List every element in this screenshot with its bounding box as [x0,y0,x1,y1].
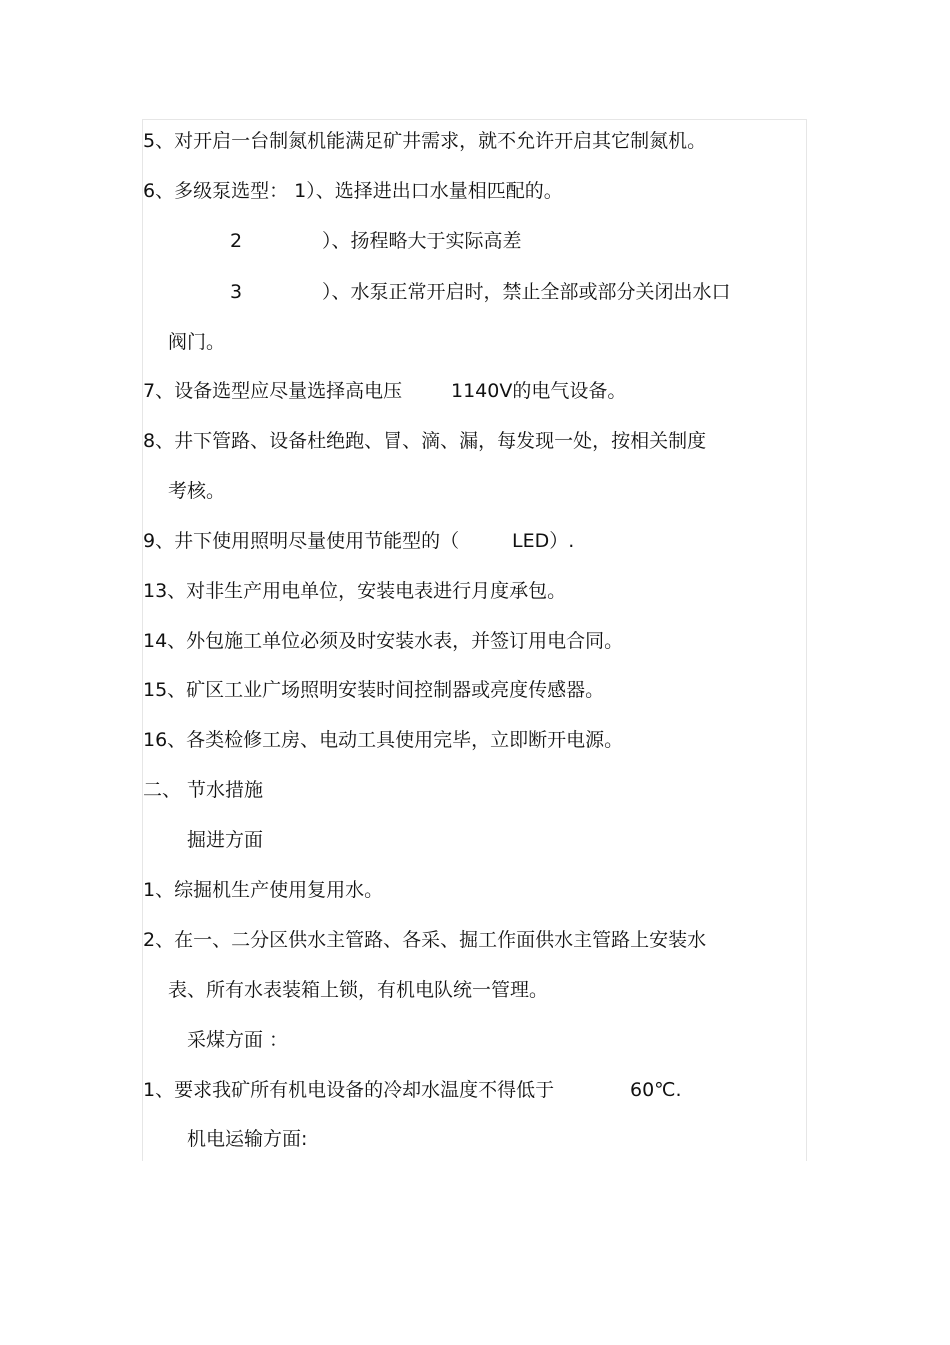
text-line: LED）. [512,530,575,552]
text-line: 2、在一、二分区供水主管路、各采、掘工作面供水主管路上安装水 [143,929,707,951]
text-line: 3 [230,281,243,303]
text-line: 9、井下使用照明尽量使用节能型的（ [143,530,460,552]
text-line: 考核。 [168,480,226,502]
text-line: 5、对开启一台制氮机能满足矿井需求，就不允许开启其它制氮机。 [143,130,707,152]
section-heading: 二、 节水措施 [143,779,264,801]
text-line: 13、对非生产用电单位，安装电表进行月度承包。 [143,580,567,602]
text-line: ）、扬程略大于实际高差 [322,230,522,252]
text-line: ）、水泵正常开启时，禁止全部或部分关闭出水口 [322,281,731,303]
text-line: 表、所有水表装箱上锁，有机电队统一管理。 [168,979,549,1001]
text-line: 2 [230,230,243,252]
subsection-heading: 掘进方面 [187,829,264,851]
text-line: 7、设备选型应尽量选择高电压 [143,380,403,402]
text-line: 14、外包施工单位必须及时安装水表，并签订用电合同。 [143,630,624,652]
text-line: 1、综掘机生产使用复用水。 [143,879,384,901]
text-line: 8、井下管路、设备杜绝跑、冒、滴、漏，每发现一处，按相关制度 [143,430,707,452]
subsection-heading: 机电运输方面: [187,1128,308,1150]
subsection-heading: 采煤方面 ： [187,1029,289,1051]
text-line: 阀门。 [168,331,226,353]
text-line: 1140V的电气设备。 [451,380,627,402]
text-line: 1、要求我矿所有机电设备的冷却水温度不得低于 [143,1079,555,1101]
text-line: 60℃. [630,1079,682,1101]
text-line: 16、各类检修工房、电动工具使用完毕，立即断开电源。 [143,729,624,751]
text-line: 15、矿区工业广场照明安装时间控制器或亮度传感器。 [143,679,605,701]
text-line: 6、多级泵选型： 1）、选择进出口水量相匹配的。 [143,180,563,202]
